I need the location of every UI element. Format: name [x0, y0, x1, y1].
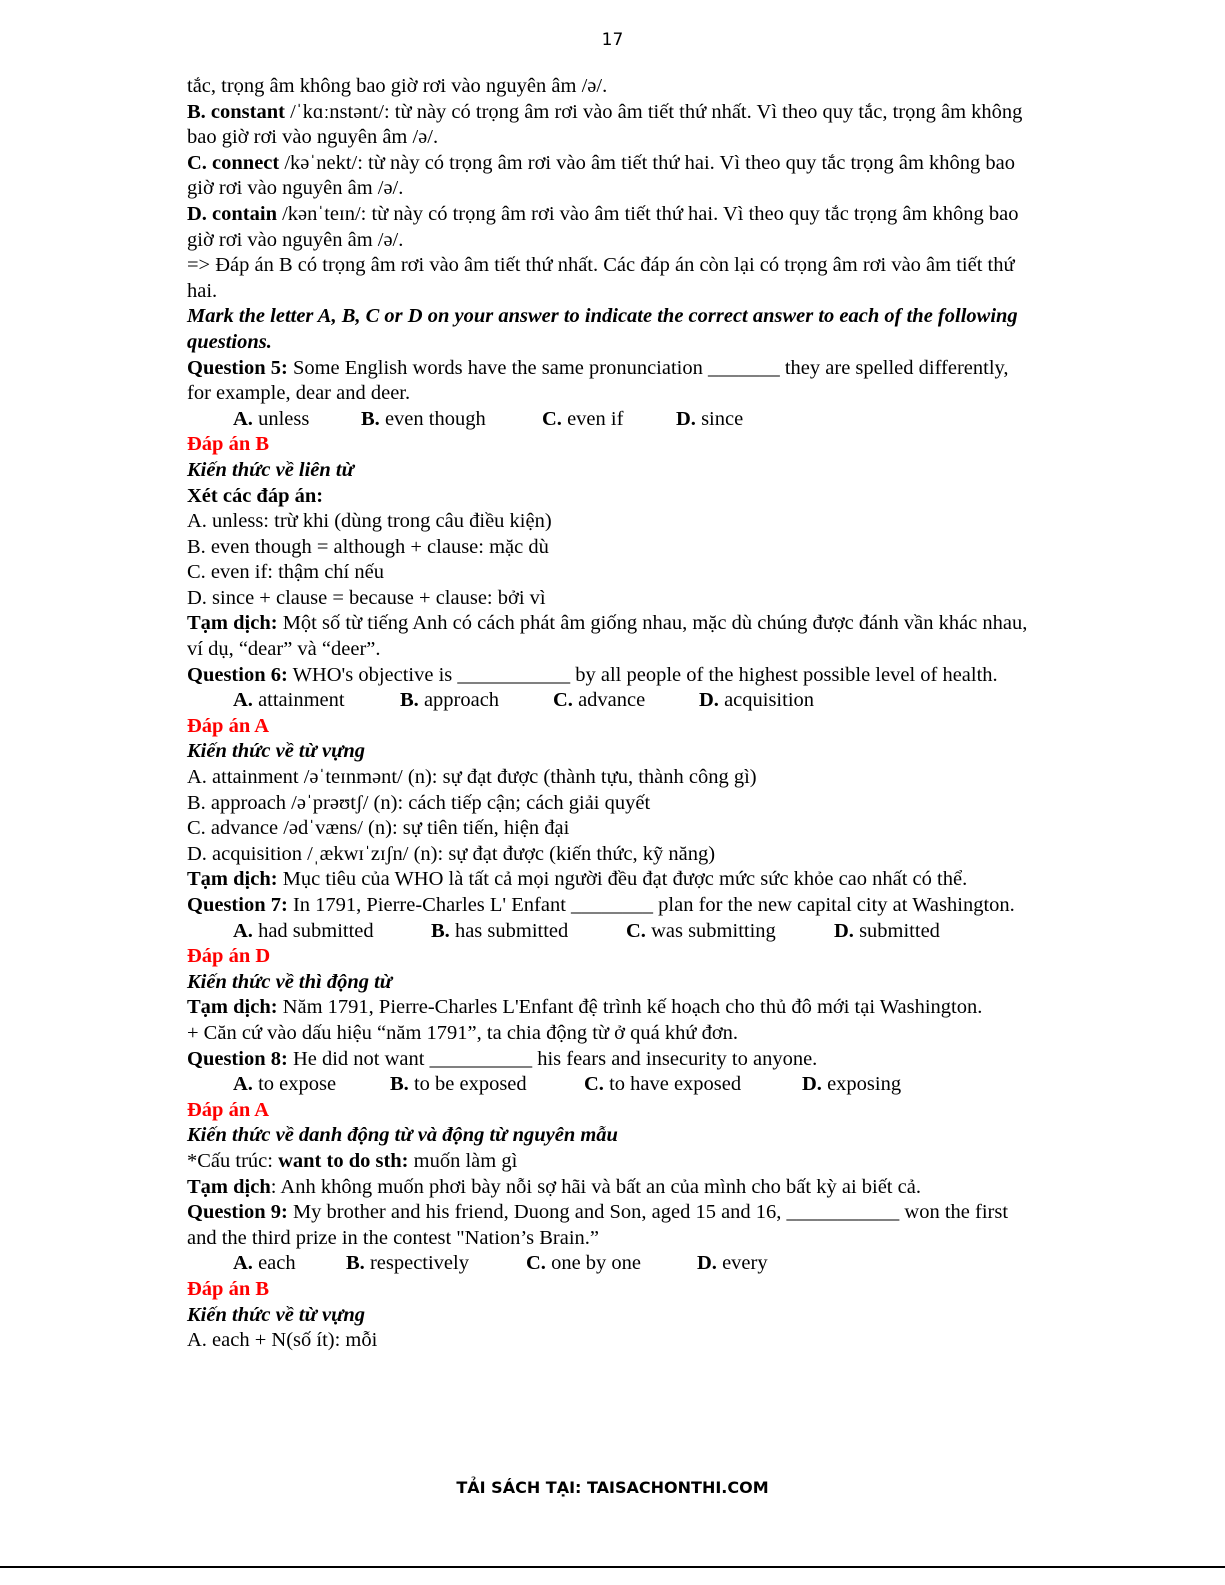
option-b: B. respectively [346, 1252, 469, 1275]
question-label: Question 9: [187, 1201, 288, 1224]
question-9 [187, 1200, 1037, 1251]
option-d: D. since [676, 407, 744, 430]
question-text: In 1791, Pierre-Charles L' Enfant ________ plan for the new capital city at Washington. [287, 894, 1015, 916]
translation: Tạm dịch: Anh không muốn phơi bày nỗi sợ hãi và bất an của mình cho bất kỳ ai biết cả. [187, 1175, 921, 1198]
topic-heading: Kiến thức về thì động từ [187, 970, 393, 993]
option-d-text: /kənˈteɪn/: từ này có trọng âm rơi vào âm tiết thứ hai. Vì theo quy tắc trọng âm không bao giờ rơi vào nguyên âm /ə/. [187, 202, 1019, 251]
translation: Tạm dịch: Mục tiêu của WHO là tất cả mọi người đều đạt được mức sức khỏe cao nhất có thể. [187, 868, 968, 891]
option-b-text: /ˈkɑːnstənt/: từ này có trọng âm rơi vào âm tiết thứ nhất. Vì theo quy tắc, trọng âm không bao giờ rơi vào nguyên âm /ə/. [187, 100, 1023, 149]
option-b: B. approach [400, 689, 500, 712]
option-explanation-c [187, 151, 1037, 202]
note-line: + Căn cứ vào dấu hiệu “năm 1791”, ta chia động từ ở quá khứ đơn. [187, 1021, 739, 1044]
topic-heading: Kiến thức về từ vựng [187, 1303, 366, 1326]
note-line: A. each + N(số ít): mỗi [187, 1329, 378, 1352]
answer-key: Đáp án B [187, 433, 270, 456]
answer-key: Đáp án A [187, 714, 270, 737]
option-b: B. to be exposed [390, 1073, 527, 1096]
option-d: D. every [697, 1252, 768, 1275]
bottom-divider [0, 1566, 1225, 1568]
option-c: C. even if [542, 407, 624, 430]
answer-options [187, 919, 1037, 945]
note-line: B. approach /əˈprəʊtʃ/ (n): cách tiếp cận; cách giải quyết [187, 791, 651, 814]
page-number: 17 [601, 30, 624, 50]
option-d-label: D. contain [187, 202, 277, 225]
answer-key: Đáp án D [187, 945, 271, 968]
option-c: C. to have exposed [584, 1073, 742, 1096]
question-label: Question 5: [187, 356, 288, 379]
question-6 [187, 663, 1037, 689]
question-text: Some English words have the same pronunciation _______ they are spelled differently, for example, dear and deer. [187, 356, 1009, 405]
option-b-label: B. constant [187, 100, 285, 123]
topic-heading: Kiến thức về danh động từ và động từ nguyên mẫu [187, 1124, 618, 1147]
note-line: A. attainment /əˈteɪnmənt/ (n): sự đạt được (thành tựu, thành công gì) [187, 766, 757, 789]
note-line: D. acquisition /ˌækwɪˈzɪʃn/ (n): sự đạt được (kiến thức, kỹ năng) [187, 842, 716, 865]
option-a: A. had submitted [233, 919, 374, 942]
structure-note: *Cấu trúc: want to do sth: muốn làm gì [187, 1149, 518, 1172]
paragraph: tắc, trọng âm không bao giờ rơi vào nguyên âm /ə/. [187, 75, 608, 97]
page-content [187, 74, 1037, 1354]
question-label: Question 7: [187, 894, 288, 916]
note-line: C. advance /ədˈvæns/ (n): sự tiên tiến, hiện đại [187, 817, 570, 840]
question-label: Question 6: [187, 663, 288, 686]
translation: Tạm dịch: Một số từ tiếng Anh có cách phát âm giống nhau, mặc dù chúng được đánh vần khác nhau, ví dụ, “dear” và “deer”. [187, 612, 1028, 661]
question-label: Question 8: [187, 1047, 288, 1070]
question-8 [187, 1047, 1037, 1073]
answer-key: Đáp án A [187, 1098, 270, 1121]
question-7 [187, 893, 1037, 919]
option-c: C. one by one [526, 1252, 642, 1275]
translation: Tạm dịch: Năm 1791, Pierre-Charles L'Enfant đệ trình kế hoạch cho thủ đô mới tại Washington. [187, 996, 983, 1019]
topic-heading: Kiến thức về liên từ [187, 458, 354, 481]
option-a: A. unless [233, 407, 310, 430]
option-a: A. to expose [233, 1073, 337, 1096]
note-line: D. since + clause = because + clause: bởi vì [187, 586, 546, 609]
footer-download-link: TẢI SÁCH TẠI: TAISACHONTHI.COM [456, 1478, 769, 1497]
option-explanation-b [187, 100, 1037, 151]
option-c: C. was submitting [626, 919, 776, 942]
option-c: C. advance [553, 689, 646, 712]
answer-key: Đáp án B [187, 1277, 270, 1300]
note-line: B. even though = although + clause: mặc dù [187, 535, 549, 558]
note-line: A. unless: trừ khi (dùng trong câu điều kiện) [187, 510, 552, 533]
option-c-label: C. connect [187, 151, 280, 174]
option-d: D. acquisition [699, 689, 815, 712]
question-text: WHO's objective is ___________ by all people of the highest possible level of health. [287, 663, 998, 686]
conclusion: => Đáp án B có trọng âm rơi vào âm tiết thứ nhất. Các đáp án còn lại có trọng âm rơi vào âm tiết thứ hai. [187, 254, 1015, 302]
option-a: A. attainment [233, 689, 345, 712]
answer-options [187, 1072, 1037, 1098]
option-d: D. exposing [802, 1073, 902, 1096]
question-5 [187, 356, 1037, 407]
option-c-text: /kəˈnekt/: từ này có trọng âm rơi vào âm tiết thứ hai. Vì theo quy tắc trọng âm không bao giờ rơi vào nguyên âm /ə/. [187, 151, 1016, 200]
question-text: He did not want __________ his fears and insecurity to anyone. [287, 1047, 818, 1070]
option-b: B. even though [361, 407, 486, 430]
option-b: B. has submitted [431, 919, 569, 942]
option-explanation-d [187, 202, 1037, 253]
question-text: My brother and his friend, Duong and Son, aged 15 and 16, ___________ won the first and the third prize in the contest "Nation’s Brain.” [187, 1201, 1009, 1249]
topic-heading: Kiến thức về từ vựng [187, 740, 366, 763]
answer-options [187, 1251, 1037, 1277]
note-line: C. even if: thậm chí nếu [187, 561, 384, 584]
answer-options [187, 688, 1037, 714]
answer-options [187, 407, 1037, 433]
option-d: D. submitted [834, 919, 940, 942]
review-heading: Xét các đáp án: [187, 484, 324, 507]
section-instruction: Mark the letter A, B, C or D on your answer to indicate the correct answer to each of the following questions. [187, 305, 1018, 353]
option-a: A. each [233, 1252, 296, 1275]
